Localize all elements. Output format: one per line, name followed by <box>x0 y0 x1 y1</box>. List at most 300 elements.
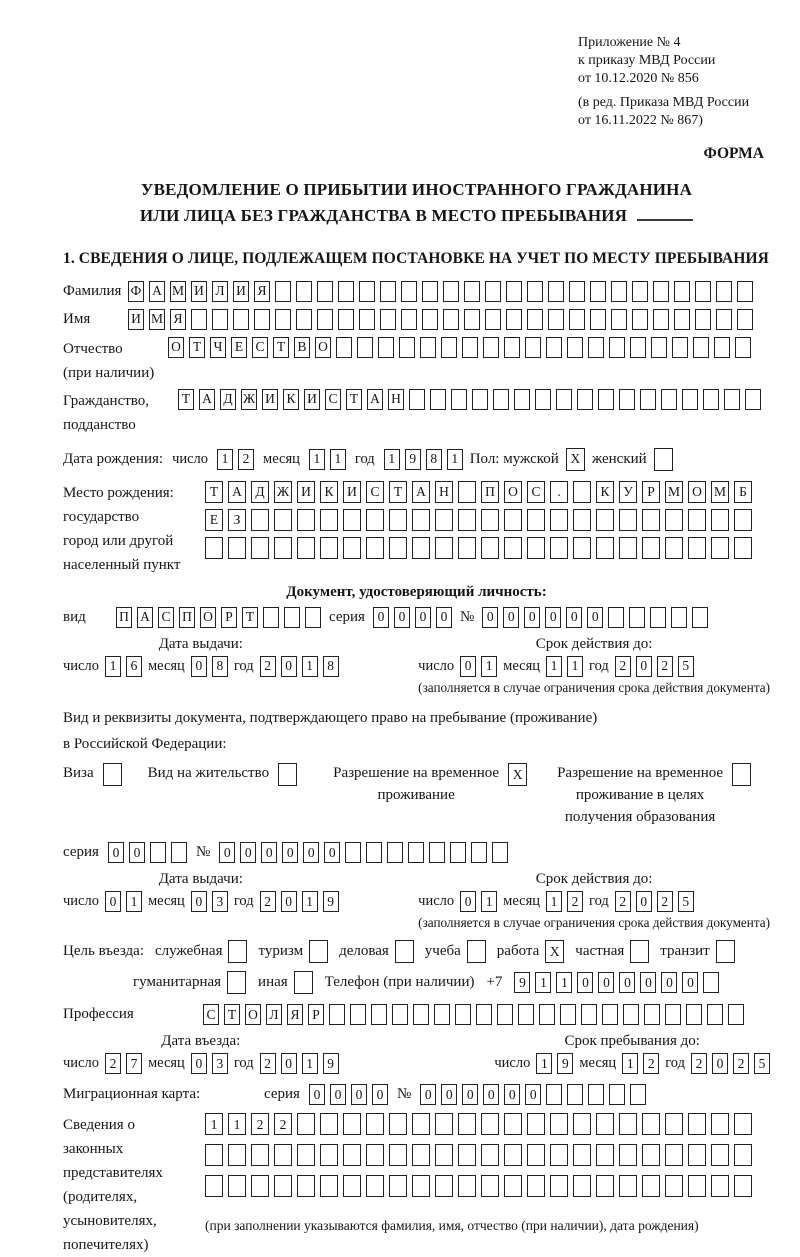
form-cell[interactable]: 7 <box>126 1053 142 1074</box>
form-cell[interactable]: 2 <box>251 1113 269 1135</box>
form-cell[interactable]: 0 <box>281 891 297 912</box>
form-cell[interactable] <box>275 309 291 330</box>
form-cell[interactable] <box>642 537 660 559</box>
form-cell[interactable] <box>297 1144 315 1166</box>
form-cell[interactable]: Л <box>212 281 228 302</box>
form-cell[interactable] <box>228 940 247 963</box>
form-cell[interactable] <box>359 281 375 302</box>
form-cell[interactable]: 1 <box>546 891 562 912</box>
form-cell[interactable]: 1 <box>546 656 562 677</box>
form-cell[interactable] <box>471 842 487 863</box>
form-cell[interactable] <box>619 1113 637 1135</box>
form-cell[interactable] <box>464 309 480 330</box>
form-cell[interactable] <box>343 1113 361 1135</box>
form-cell[interactable]: 0 <box>309 1084 325 1105</box>
form-cell[interactable] <box>535 389 551 410</box>
form-cell[interactable]: О <box>245 1004 261 1025</box>
form-cell[interactable]: О <box>168 337 184 358</box>
form-cell[interactable]: 1 <box>205 1113 223 1135</box>
form-cell[interactable] <box>399 337 415 358</box>
form-cell[interactable]: 3 <box>212 1053 228 1074</box>
form-cell[interactable]: 0 <box>619 972 635 993</box>
form-cell[interactable] <box>274 537 292 559</box>
form-cell[interactable]: С <box>203 1004 219 1025</box>
form-cell[interactable] <box>350 1004 366 1025</box>
form-cell[interactable] <box>462 337 478 358</box>
form-cell[interactable] <box>514 389 530 410</box>
form-cell[interactable] <box>458 1144 476 1166</box>
form-cell[interactable] <box>228 1175 246 1197</box>
form-cell[interactable] <box>305 607 321 628</box>
form-cell[interactable]: О <box>504 481 522 503</box>
form-cell[interactable]: 0 <box>598 972 614 993</box>
form-cell[interactable]: 1 <box>126 891 142 912</box>
form-cell[interactable]: 0 <box>108 842 124 863</box>
form-cell[interactable] <box>380 309 396 330</box>
form-cell[interactable]: 2 <box>691 1053 707 1074</box>
form-cell[interactable]: 2 <box>643 1053 659 1074</box>
form-cell[interactable]: 0 <box>219 842 235 863</box>
form-cell[interactable]: 0 <box>441 1084 457 1105</box>
form-cell[interactable] <box>450 842 466 863</box>
form-cell[interactable] <box>665 1144 683 1166</box>
form-cell[interactable]: 0 <box>587 607 603 628</box>
form-cell[interactable] <box>278 763 297 786</box>
form-cell[interactable] <box>435 1175 453 1197</box>
form-cell[interactable] <box>205 537 223 559</box>
form-cell[interactable]: 0 <box>129 842 145 863</box>
form-cell[interactable] <box>671 607 687 628</box>
form-cell[interactable]: 9 <box>405 449 421 470</box>
form-cell[interactable]: Т <box>389 481 407 503</box>
form-cell[interactable] <box>275 281 291 302</box>
form-cell[interactable] <box>483 337 499 358</box>
form-cell[interactable] <box>476 1004 492 1025</box>
form-cell[interactable]: 0 <box>661 972 677 993</box>
form-cell[interactable]: 6 <box>126 656 142 677</box>
form-cell[interactable]: И <box>262 389 278 410</box>
form-cell[interactable] <box>577 389 593 410</box>
form-cell[interactable] <box>338 309 354 330</box>
form-cell[interactable] <box>734 1113 752 1135</box>
form-cell[interactable] <box>284 607 300 628</box>
form-cell[interactable]: 0 <box>712 1053 728 1074</box>
form-cell[interactable]: 1 <box>217 449 233 470</box>
form-cell[interactable]: 0 <box>394 607 410 628</box>
form-cell[interactable]: 2 <box>260 656 276 677</box>
form-cell[interactable]: Я <box>170 309 186 330</box>
form-cell[interactable]: 0 <box>566 607 582 628</box>
form-cell[interactable]: Т <box>346 389 362 410</box>
form-cell[interactable] <box>596 509 614 531</box>
form-cell[interactable] <box>539 1004 555 1025</box>
form-cell[interactable] <box>485 309 501 330</box>
form-cell[interactable]: А <box>199 389 215 410</box>
form-cell[interactable] <box>711 509 729 531</box>
form-cell[interactable] <box>630 940 649 963</box>
form-cell[interactable] <box>413 1004 429 1025</box>
form-cell[interactable] <box>366 537 384 559</box>
form-cell[interactable] <box>504 1175 522 1197</box>
form-cell[interactable] <box>650 607 666 628</box>
form-cell[interactable] <box>695 309 711 330</box>
form-cell[interactable] <box>412 1175 430 1197</box>
form-cell[interactable]: 2 <box>567 891 583 912</box>
form-cell[interactable] <box>629 607 645 628</box>
form-cell[interactable] <box>644 1004 660 1025</box>
form-cell[interactable]: П <box>179 607 195 628</box>
form-cell[interactable]: Ф <box>128 281 144 302</box>
form-cell[interactable]: X <box>508 763 527 786</box>
form-cell[interactable] <box>481 509 499 531</box>
form-cell[interactable] <box>420 337 436 358</box>
form-cell[interactable]: М <box>665 481 683 503</box>
form-cell[interactable] <box>320 537 338 559</box>
form-cell[interactable]: 8 <box>426 449 442 470</box>
form-cell[interactable]: Д <box>251 481 269 503</box>
form-cell[interactable]: 0 <box>503 607 519 628</box>
form-cell[interactable] <box>686 1004 702 1025</box>
form-cell[interactable] <box>435 537 453 559</box>
form-cell[interactable] <box>458 1113 476 1135</box>
form-cell[interactable]: X <box>566 448 585 471</box>
form-cell[interactable] <box>711 1175 729 1197</box>
form-cell[interactable]: 0 <box>525 1084 541 1105</box>
form-cell[interactable] <box>191 309 207 330</box>
form-cell[interactable] <box>548 309 564 330</box>
form-cell[interactable]: Е <box>231 337 247 358</box>
form-cell[interactable] <box>492 842 508 863</box>
form-cell[interactable]: 1 <box>622 1053 638 1074</box>
form-cell[interactable]: 1 <box>556 972 572 993</box>
form-cell[interactable] <box>716 309 732 330</box>
form-cell[interactable] <box>458 481 476 503</box>
form-cell[interactable] <box>674 309 690 330</box>
form-cell[interactable]: 1 <box>535 972 551 993</box>
form-cell[interactable]: Б <box>734 481 752 503</box>
form-cell[interactable] <box>642 1113 660 1135</box>
form-cell[interactable] <box>464 281 480 302</box>
form-cell[interactable]: Р <box>221 607 237 628</box>
form-cell[interactable] <box>320 1144 338 1166</box>
form-cell[interactable] <box>274 1144 292 1166</box>
form-cell[interactable] <box>674 281 690 302</box>
form-cell[interactable]: 1 <box>447 449 463 470</box>
form-cell[interactable]: М <box>711 481 729 503</box>
form-cell[interactable]: Т <box>189 337 205 358</box>
form-cell[interactable] <box>435 509 453 531</box>
form-cell[interactable]: 0 <box>682 972 698 993</box>
form-cell[interactable] <box>611 281 627 302</box>
form-cell[interactable] <box>504 337 520 358</box>
form-cell[interactable] <box>228 1144 246 1166</box>
form-cell[interactable]: 1 <box>302 891 318 912</box>
form-cell[interactable] <box>682 389 698 410</box>
form-cell[interactable]: 0 <box>373 607 389 628</box>
form-cell[interactable]: З <box>228 509 246 531</box>
form-cell[interactable] <box>251 537 269 559</box>
form-cell[interactable] <box>665 1004 681 1025</box>
form-cell[interactable]: А <box>149 281 165 302</box>
form-cell[interactable]: В <box>294 337 310 358</box>
form-cell[interactable] <box>408 842 424 863</box>
form-cell[interactable]: 0 <box>483 1084 499 1105</box>
form-cell[interactable] <box>737 281 753 302</box>
form-cell[interactable]: 2 <box>657 656 673 677</box>
form-cell[interactable] <box>527 1113 545 1135</box>
form-cell[interactable] <box>573 1144 591 1166</box>
form-cell[interactable]: 1 <box>481 656 497 677</box>
form-cell[interactable] <box>546 337 562 358</box>
form-cell[interactable]: И <box>343 481 361 503</box>
form-cell[interactable]: 5 <box>754 1053 770 1074</box>
form-cell[interactable]: С <box>325 389 341 410</box>
form-cell[interactable] <box>392 1004 408 1025</box>
form-cell[interactable] <box>619 389 635 410</box>
form-cell[interactable] <box>389 537 407 559</box>
form-cell[interactable]: Т <box>224 1004 240 1025</box>
form-cell[interactable]: И <box>233 281 249 302</box>
form-cell[interactable]: 0 <box>191 1053 207 1074</box>
form-cell[interactable]: К <box>320 481 338 503</box>
form-cell[interactable]: М <box>170 281 186 302</box>
form-cell[interactable] <box>573 509 591 531</box>
form-cell[interactable] <box>212 309 228 330</box>
form-cell[interactable] <box>320 1175 338 1197</box>
form-cell[interactable] <box>458 509 476 531</box>
form-cell[interactable]: 0 <box>281 656 297 677</box>
form-cell[interactable]: 0 <box>636 891 652 912</box>
form-cell[interactable] <box>357 337 373 358</box>
form-cell[interactable]: О <box>688 481 706 503</box>
form-cell[interactable] <box>581 1004 597 1025</box>
form-cell[interactable] <box>651 337 667 358</box>
form-cell[interactable] <box>695 281 711 302</box>
form-cell[interactable] <box>619 1144 637 1166</box>
form-cell[interactable] <box>435 1144 453 1166</box>
form-cell[interactable] <box>550 1175 568 1197</box>
form-cell[interactable] <box>550 1144 568 1166</box>
form-cell[interactable]: С <box>252 337 268 358</box>
form-cell[interactable] <box>711 1144 729 1166</box>
form-cell[interactable]: К <box>596 481 614 503</box>
form-cell[interactable] <box>548 281 564 302</box>
form-cell[interactable]: 0 <box>640 972 656 993</box>
form-cell[interactable] <box>317 309 333 330</box>
form-cell[interactable]: 0 <box>524 607 540 628</box>
form-cell[interactable]: 0 <box>261 842 277 863</box>
form-cell[interactable] <box>550 537 568 559</box>
form-cell[interactable] <box>630 337 646 358</box>
form-cell[interactable] <box>672 337 688 358</box>
form-cell[interactable] <box>504 1113 522 1135</box>
form-cell[interactable] <box>371 1004 387 1025</box>
form-cell[interactable]: Ж <box>241 389 257 410</box>
form-cell[interactable]: И <box>304 389 320 410</box>
form-cell[interactable] <box>309 940 328 963</box>
form-cell[interactable] <box>366 509 384 531</box>
form-cell[interactable]: X <box>545 940 564 963</box>
form-cell[interactable] <box>389 1113 407 1135</box>
form-cell[interactable] <box>619 537 637 559</box>
form-cell[interactable] <box>343 537 361 559</box>
form-cell[interactable] <box>434 1004 450 1025</box>
form-cell[interactable] <box>598 389 614 410</box>
form-cell[interactable] <box>716 281 732 302</box>
form-cell[interactable]: И <box>297 481 315 503</box>
form-cell[interactable]: Р <box>308 1004 324 1025</box>
form-cell[interactable] <box>227 971 246 994</box>
form-cell[interactable]: Н <box>435 481 453 503</box>
form-cell[interactable]: 8 <box>323 656 339 677</box>
form-cell[interactable]: 0 <box>482 607 498 628</box>
form-cell[interactable]: 0 <box>240 842 256 863</box>
form-cell[interactable]: Ч <box>210 337 226 358</box>
form-cell[interactable] <box>518 1004 534 1025</box>
form-cell[interactable]: П <box>116 607 132 628</box>
form-cell[interactable] <box>441 337 457 358</box>
form-cell[interactable] <box>378 337 394 358</box>
form-cell[interactable] <box>688 1175 706 1197</box>
form-cell[interactable] <box>205 1144 223 1166</box>
form-cell[interactable] <box>546 1084 562 1105</box>
form-cell[interactable] <box>345 842 361 863</box>
form-cell[interactable] <box>366 842 382 863</box>
form-cell[interactable]: Я <box>254 281 270 302</box>
form-cell[interactable] <box>728 1004 744 1025</box>
form-cell[interactable]: И <box>191 281 207 302</box>
form-cell[interactable] <box>527 537 545 559</box>
form-cell[interactable]: А <box>367 389 383 410</box>
form-cell[interactable] <box>642 509 660 531</box>
form-cell[interactable]: 9 <box>557 1053 573 1074</box>
form-cell[interactable]: А <box>412 481 430 503</box>
form-cell[interactable] <box>296 281 312 302</box>
form-cell[interactable] <box>294 971 313 994</box>
form-cell[interactable]: 1 <box>536 1053 552 1074</box>
form-cell[interactable] <box>343 1175 361 1197</box>
form-cell[interactable]: 2 <box>733 1053 749 1074</box>
form-cell[interactable] <box>560 1004 576 1025</box>
form-cell[interactable]: 5 <box>678 891 694 912</box>
form-cell[interactable] <box>642 1175 660 1197</box>
form-cell[interactable] <box>504 537 522 559</box>
form-cell[interactable] <box>573 1175 591 1197</box>
form-cell[interactable] <box>467 940 486 963</box>
form-cell[interactable] <box>527 309 543 330</box>
form-cell[interactable] <box>661 389 677 410</box>
form-cell[interactable] <box>366 1175 384 1197</box>
form-cell[interactable]: С <box>366 481 384 503</box>
form-cell[interactable] <box>665 537 683 559</box>
form-cell[interactable] <box>251 509 269 531</box>
form-cell[interactable]: К <box>283 389 299 410</box>
form-cell[interactable] <box>654 448 673 471</box>
form-cell[interactable] <box>171 842 187 863</box>
form-cell[interactable] <box>735 337 751 358</box>
form-cell[interactable] <box>734 509 752 531</box>
form-cell[interactable] <box>711 537 729 559</box>
form-cell[interactable]: М <box>149 309 165 330</box>
form-cell[interactable] <box>573 537 591 559</box>
form-cell[interactable] <box>380 281 396 302</box>
form-cell[interactable] <box>611 309 627 330</box>
form-cell[interactable]: Т <box>205 481 223 503</box>
form-cell[interactable] <box>395 940 414 963</box>
form-cell[interactable] <box>527 509 545 531</box>
form-cell[interactable] <box>297 1113 315 1135</box>
form-cell[interactable]: С <box>527 481 545 503</box>
form-cell[interactable] <box>150 842 166 863</box>
form-cell[interactable] <box>504 509 522 531</box>
form-cell[interactable]: Т <box>273 337 289 358</box>
form-cell[interactable]: 2 <box>105 1053 121 1074</box>
form-cell[interactable] <box>688 1144 706 1166</box>
form-cell[interactable] <box>619 1175 637 1197</box>
form-cell[interactable] <box>596 1144 614 1166</box>
form-cell[interactable] <box>556 389 572 410</box>
form-cell[interactable]: 0 <box>351 1084 367 1105</box>
form-cell[interactable]: 0 <box>372 1084 388 1105</box>
form-cell[interactable]: Е <box>205 509 223 531</box>
form-cell[interactable] <box>567 1084 583 1105</box>
form-cell[interactable]: 9 <box>514 972 530 993</box>
form-cell[interactable]: 0 <box>415 607 431 628</box>
form-cell[interactable] <box>703 389 719 410</box>
form-cell[interactable]: Я <box>287 1004 303 1025</box>
form-cell[interactable] <box>336 337 352 358</box>
form-cell[interactable]: 5 <box>678 656 694 677</box>
form-cell[interactable] <box>653 281 669 302</box>
form-cell[interactable] <box>387 842 403 863</box>
form-cell[interactable]: 1 <box>105 656 121 677</box>
form-cell[interactable]: 0 <box>460 891 476 912</box>
form-cell[interactable]: 0 <box>420 1084 436 1105</box>
form-cell[interactable] <box>329 1004 345 1025</box>
form-cell[interactable] <box>596 537 614 559</box>
form-cell[interactable] <box>493 389 509 410</box>
form-cell[interactable] <box>688 537 706 559</box>
form-cell[interactable] <box>254 309 270 330</box>
form-cell[interactable]: 0 <box>504 1084 520 1105</box>
form-cell[interactable] <box>443 281 459 302</box>
form-cell[interactable] <box>481 1144 499 1166</box>
form-cell[interactable]: Т <box>178 389 194 410</box>
form-cell[interactable]: 2 <box>260 1053 276 1074</box>
form-cell[interactable]: Н <box>388 389 404 410</box>
form-cell[interactable]: Р <box>642 481 660 503</box>
form-cell[interactable] <box>497 1004 513 1025</box>
form-cell[interactable] <box>506 281 522 302</box>
form-cell[interactable] <box>504 1144 522 1166</box>
form-cell[interactable] <box>653 309 669 330</box>
form-cell[interactable] <box>412 537 430 559</box>
form-cell[interactable] <box>451 389 467 410</box>
form-cell[interactable] <box>590 309 606 330</box>
form-cell[interactable] <box>506 309 522 330</box>
form-cell[interactable] <box>716 940 735 963</box>
form-cell[interactable] <box>527 1175 545 1197</box>
form-cell[interactable]: 0 <box>545 607 561 628</box>
form-cell[interactable] <box>632 309 648 330</box>
form-cell[interactable] <box>609 337 625 358</box>
form-cell[interactable]: 2 <box>238 449 254 470</box>
form-cell[interactable]: 9 <box>323 891 339 912</box>
form-cell[interactable] <box>573 481 591 503</box>
form-cell[interactable] <box>412 1113 430 1135</box>
form-cell[interactable] <box>688 509 706 531</box>
form-cell[interactable]: 0 <box>191 656 207 677</box>
